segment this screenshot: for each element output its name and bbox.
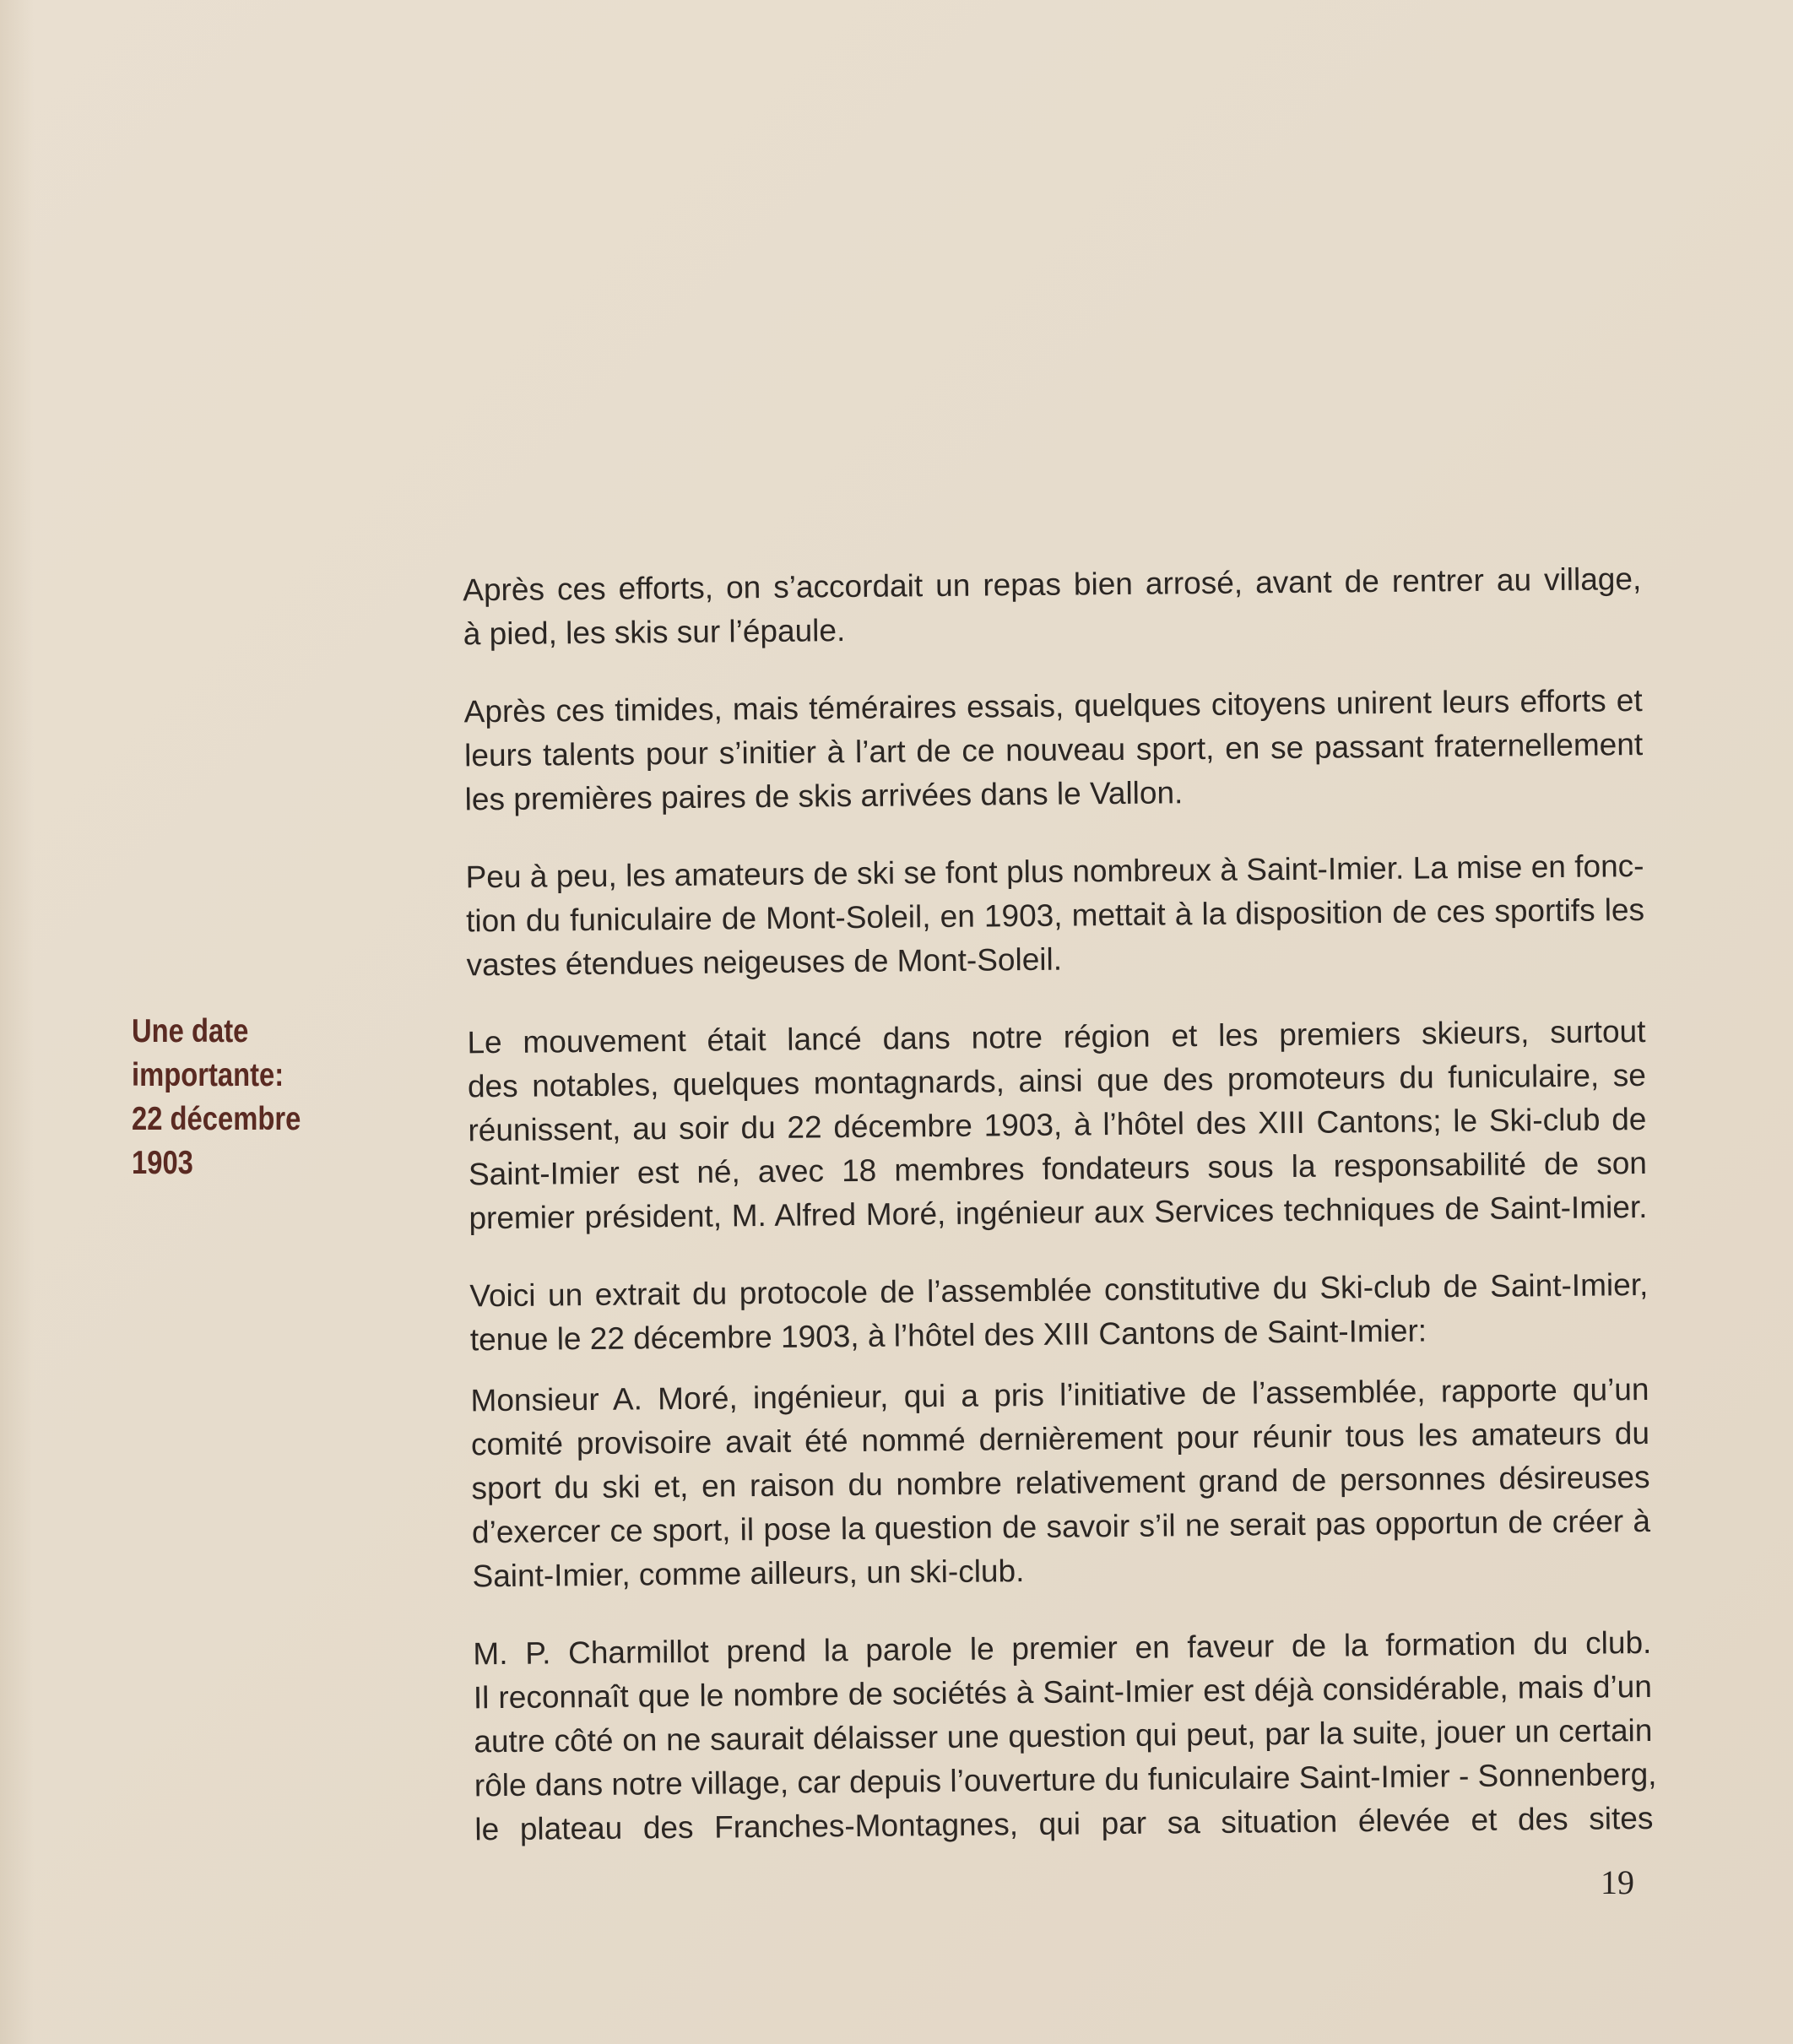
- text-line: tion du funiculaire de Mont-Soleil, en 1903, mettait à la disposition de ces sportifs les: [465, 892, 1645, 939]
- paragraph-5: [469, 1263, 1649, 1362]
- paragraph-2: [463, 679, 1643, 821]
- text-line: rôle dans notre village, car depuis l’ouverture du funiculaire Saint-Imier - Sonnenberg,: [474, 1756, 1657, 1803]
- text-line: d’exercer ce sport, il pose la question de savoir s’il ne serait pas opportun de créer à: [471, 1503, 1651, 1550]
- text-line: des notables, quelques montagnards, ainsi que des promoteurs du funiculaire, se: [467, 1057, 1647, 1104]
- text-line: sport du ski et, en raison du nombre relativement grand de personnes désireuses: [471, 1459, 1650, 1506]
- page-number: 19: [1601, 1863, 1634, 1901]
- text-line: comité provisoire avait été nommé dernièrement pour réunir tous les amateurs du: [470, 1415, 1650, 1462]
- text-line: tenue le 22 décembre 1903, à l’hôtel des XIII Cantons de Saint-Imier:: [469, 1313, 1427, 1358]
- text-line: autre côté on ne saurait délaisser une question qui peut, par la suite, jouer un certain: [474, 1712, 1653, 1759]
- margin-note-line: Une date: [132, 1013, 249, 1049]
- margin-note: [132, 1010, 344, 1185]
- paragraph-7: [473, 1621, 1657, 1852]
- text-line: Après ces efforts, on s’accordait un repas bien arrosé, avant de rentrer au village,: [463, 561, 1642, 608]
- text-line: Saint-Imier est né, avec 18 membres fondateurs sous la responsabilité de son: [468, 1145, 1648, 1192]
- text-line: Après ces timides, mais téméraires essais, quelques citoyens unirent leurs efforts et: [463, 682, 1643, 729]
- paragraph-6: [470, 1368, 1650, 1598]
- body-text: [463, 557, 1657, 1852]
- paragraph-4: [467, 1010, 1647, 1240]
- margin-note-line: 1903: [132, 1145, 193, 1181]
- text-line: Saint-Imier, comme ailleurs, un ski-club.: [472, 1553, 1025, 1594]
- text-line: à pied, les skis sur l’épaule.: [463, 613, 846, 652]
- margin-note-line: 22 décembre: [132, 1101, 301, 1137]
- text-line: vastes étendues neigeuses de Mont-Soleil.: [466, 941, 1063, 983]
- text-line: les premières paires de skis arrivées dans le Vallon.: [464, 775, 1184, 817]
- text-line: réunissent, au soir du 22 décembre 1903, à l’hôtel des XIII Cantons; le Ski-club de: [468, 1101, 1647, 1148]
- paragraph-3: [465, 844, 1644, 987]
- text-line: Il reconnaît que le nombre de sociétés à Saint-Imier est déjà considérable, mais d’un: [473, 1668, 1653, 1716]
- text-line: le plateau des Franches-Montagnes, qui par sa situation élevée et des sites: [474, 1800, 1654, 1847]
- text-line: Monsieur A. Moré, ingénieur, qui a pris l’initiative de l’assemblée, rapporte qu’un: [470, 1371, 1649, 1418]
- margin-note-line: importante:: [132, 1057, 284, 1093]
- text-line: premier président, M. Alfred Moré, ingénieur aux Services techniques de Saint-Imier.: [469, 1189, 1648, 1236]
- text-line: Le mouvement était lancé dans notre région et les premiers skieurs, surtout: [467, 1013, 1646, 1060]
- paragraph-1: [463, 557, 1642, 656]
- text-line: leurs talents pour s’initier à l’art de ce nouveau sport, en se passant fraternellement: [463, 726, 1644, 773]
- text-line: M. P. Charmillot prend la parole le premier en faveur de la formation du club.: [473, 1624, 1652, 1672]
- text-line: Peu à peu, les amateurs de ski se font plus nombreux à Saint-Imier. La mise en fonc-: [465, 848, 1644, 895]
- text-line: Voici un extrait du protocole de l’assemblée constitutive du Ski-club de Saint-Imier,: [469, 1266, 1649, 1314]
- page-gutter-shadow: [0, 0, 34, 2044]
